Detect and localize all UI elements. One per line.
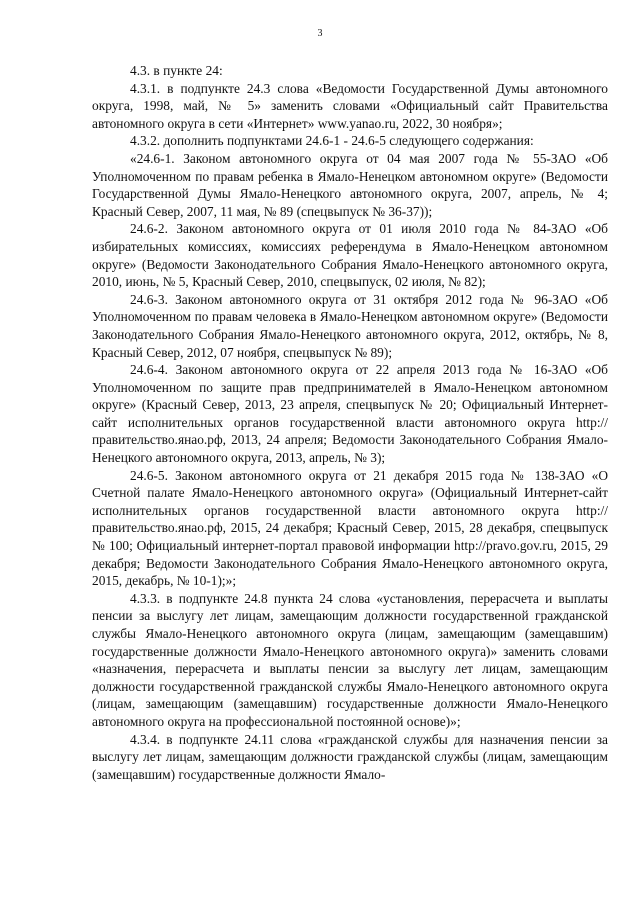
page-number: 3: [317, 28, 323, 39]
paragraph-4-3-2: 4.3.2. дополнить подпунктами 24.6-1 - 24.6-5 следующего содержания:: [130, 133, 534, 149]
paragraph-24-6-1: «24.6-1. Законом автономного округа от 04 мая 2007 года № 55-ЗАО «Об Уполномоченном по правам ребенка в Ямало-Ненецком автономном округе» (Ведомости Государственной Думы Ямало-Ненецкого автономного округа, 2007, апрель, № 4; Красный Север, 2007, 11 мая, № 89 (спецвыпуск № 36-37));: [92, 150, 608, 219]
paragraph-4-3-3: 4.3.3. в подпункте 24.8 пункта 24 слова «установления, перерасчета и выплаты пенсии за выслугу лет лицам, замещающим должности государственной гражданской службы Ямало-Ненецкого автономного округа (лицам, замещающим (замещавшим) государственные должности Ямало-Ненецкого автономного округа)» заменить словами «назначения, перерасчета и выплаты пенсии за выслугу лет лицам, замещающим должности государственной гражданской службы Ямало-Ненецкого автономного округа (лицам, замещающим (замещавшим) государственные должности Ямало-Ненецкого автономного округа на профессиональной постоянной основе)»;: [92, 590, 608, 729]
paragraph-24-6-3: 24.6-3. Законом автономного округа от 31 октября 2012 года № 96-ЗАО «Об Уполномоченном по правам человека в Ямало-Ненецком автономном округе» (Ведомости Законодательного Собрания Ямало-Ненецкого автономного округа, 2012, октябрь, № 8, Красный Север, 2012, 07 ноября, спецвыпуск № 89);: [92, 291, 608, 360]
paragraph-4-3-4: 4.3.4. в подпункте 24.11 слова «гражданской службы для назначения пенсии за выслугу лет лицам, замещающим должности гражданской службы (лицам, замещающим (замещавшим) государственные должности Ямало-: [92, 731, 608, 782]
paragraph-4-3-1: 4.3.1. в подпункте 24.3 слова «Ведомости Государственной Думы автономного округа, 1998, май, № 5» заменить словами «Официальный сайт Правительства автономного округа в сети «Интернет» www.yanao.ru, 2022, 30 ноября»;: [92, 80, 608, 131]
document-body: [92, 62, 608, 783]
paragraph-4-3: 4.3. в пункте 24:: [130, 63, 223, 78]
paragraph-24-6-4: 24.6-4. Законом автономного округа от 22 апреля 2013 года № 16-ЗАО «Об Уполномоченном по защите прав предпринимателей в Ямало-Ненецком автономном округе» (Красный Север, 2013, 23 апреля, спецвыпуск № 20; Официальный Интернет-сайт исполнительных органов государственной власти автономного округа http://правительство.янао.рф, 2013, 24 апреля; Ведомости Законодательного Собрания Ямало-Ненецкого автономного округа, 2013, апрель, № 3);: [92, 362, 608, 466]
paragraph-24-6-5: 24.6-5. Законом автономного округа от 21 декабря 2015 года № 138-ЗАО «О Счетной палате Ямало-Ненецкого автономного округа» (Официальный Интернет-сайт исполнительных органов государственной власти автономного округа http://правительство.янао.рф, 2015, 24 декабря; Красный Север, 2015, 28 декабря, спецвыпуск № 100; Официальный интернет-портал правовой информации http://pravo.gov.ru, 2015, 29 декабря; Ведомости Законодательного Собрания Ямало-Ненецкого автономного округа, 2015, декабрь, № 10-1);»;: [92, 467, 608, 589]
paragraph-24-6-2: 24.6-2. Законом автономного округа от 01 июля 2010 года № 84-ЗАО «Об избирательных комиссиях, комиссиях референдума в Ямало-Ненецком автономном округе» (Ведомости Законодательного Собрания Ямало-Ненецкого автономного округа, 2010, июнь, № 5, Красный Север, 2010, спецвыпуск, 02 июля, № 82);: [92, 221, 608, 290]
